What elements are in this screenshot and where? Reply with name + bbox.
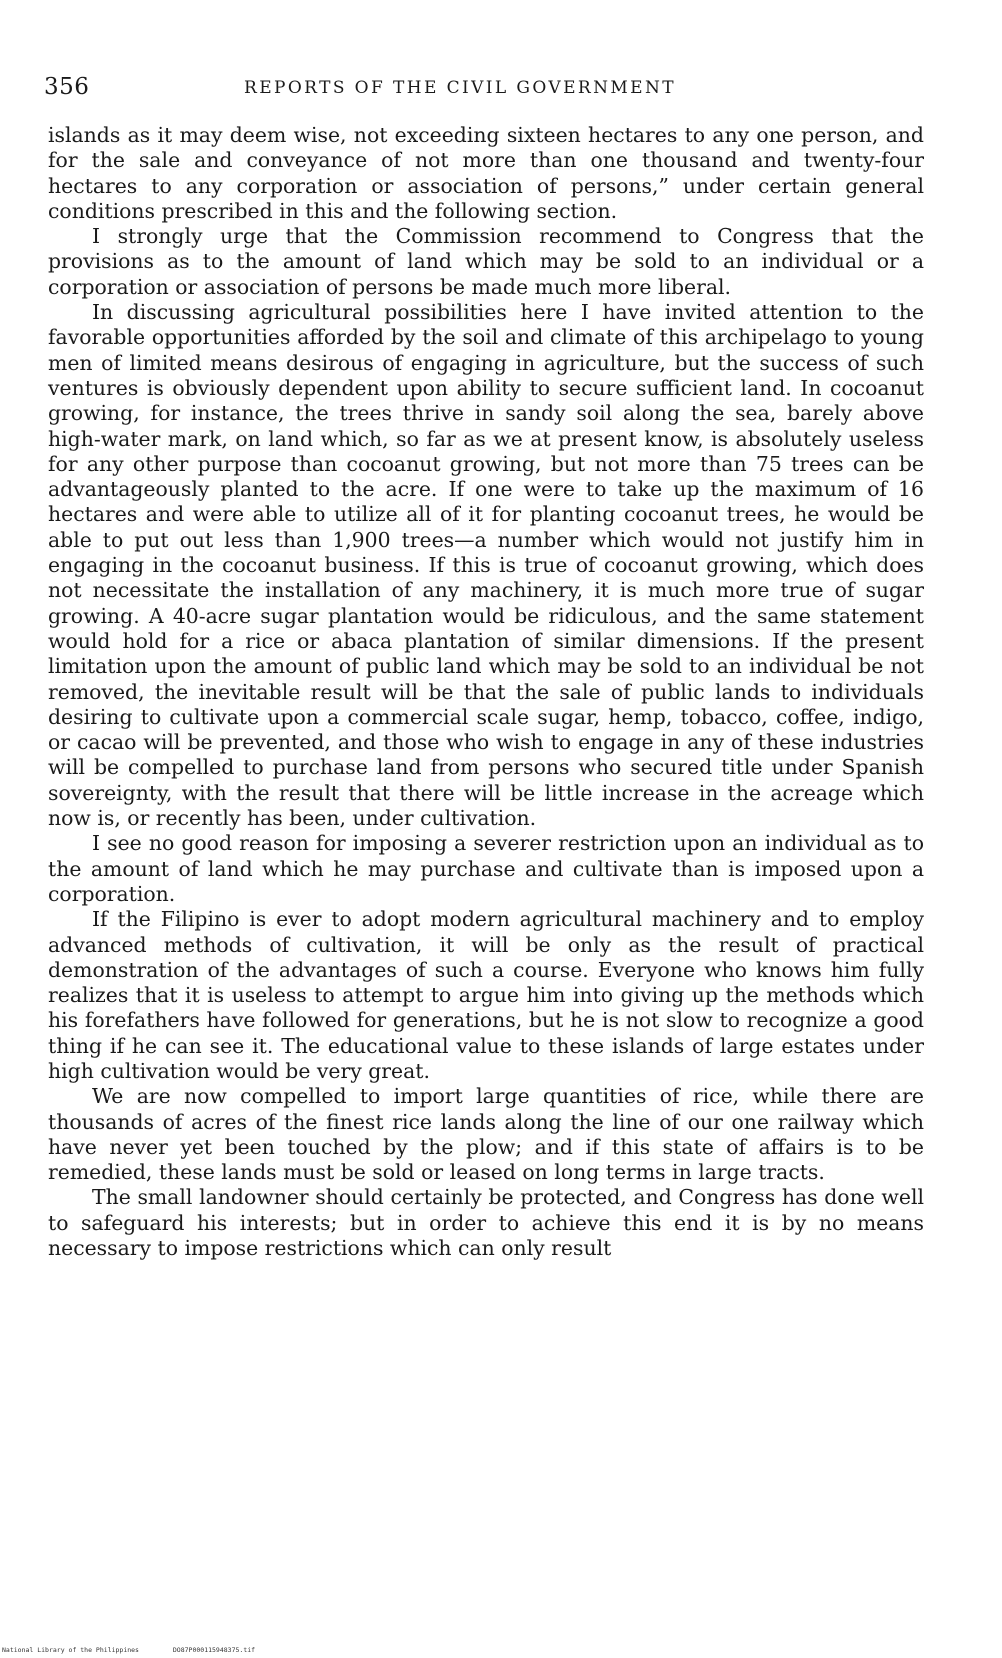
paragraph-restriction: I see no good reason for imposing a severer restriction upon an individual as to the amount of land which he may purchase and cultivate than is imposed upon a corporation. (48, 831, 924, 906)
paragraph-rice-import: We are now compelled to import large quantities of rice, while there are thousands of acres of the finest rice lands along the line of our one railway which have never yet been touched by the plow; and if this state of affairs is to be remedied, these lands must be sold or leased on long terms in large tracts. (48, 1084, 924, 1185)
page-header (44, 74, 924, 104)
paragraph-continued: islands as it may deem wise, not exceeding sixteen hectares to any one person, and for the sale and conveyance of not more than one thousand and twenty-four hectares to any corporation or association of persons,” under certain general conditions prescribed in this and the following section. (48, 123, 924, 223)
scan-footer (2, 1646, 255, 1654)
paragraph-agricultural-possibilities: In discussing agricultural possibilities here I have invited attention to the favorable opportunities afforded by the soil and climate of this archipelago to young men of limited means desirous of engaging in agriculture, but the success of such ventures is obviously dependent upon ability to secure sufficient land. In cocoanut growing, for instance, the trees thrive in sandy soil along the sea, barely above high-water mark, on land which, so far as we at present know, is absolutely useless for any other purpose than cocoanut growing, but not more than 75 trees can be advantageously planted to the acre. If one were to take up the maximum of 16 hectares and were able to utilize all of it for planting cocoanut trees, he would be able to put out less than 1,900 trees—a number which would not justify him in engaging in the cocoanut business. If this is true of cocoanut growing, which does not necessitate the installation of any machinery, it is much more true of sugar growing. A 40-acre sugar plantation would be ridiculous, and the same statement would hold for a rice or abaca plantation of similar dimensions. If the present limitation upon the amount of public land which may be sold to an individual be not removed, the inevitable result will be that the sale of public lands to individuals desiring to cultivate upon a commercial scale sugar, hemp, tobacco, coffee, indigo, or cacao will be prevented, and those who wish to engage in any of these industries will be compelled to purchase land from persons who secured title under Spanish sovereignty, with the result that there will be little increase in the acreage which now is, or recently has been, under cultivation. (48, 300, 924, 831)
paragraph-recommendation: I strongly urge that the Commission recommend to Congress that the provisions as to the amount of land which may be sold to an individual or a corporation or association of persons be made much more liberal. (48, 224, 924, 299)
footer-library: National Library of the Philippines (2, 1646, 139, 1654)
footer-file-id: DO87P000115948375.tif (172, 1646, 256, 1654)
page-number: 356 (44, 74, 90, 100)
paragraph-small-landowner: The small landowner should certainly be protected, and Congress has done well to safeguard his interests; but in order to achieve this end it is by no means necessary to impose restrictions which can only result (48, 1185, 924, 1261)
body-text (48, 123, 924, 1261)
running-head: REPORTS OF THE CIVIL GOVERNMENT (244, 78, 677, 98)
paragraph-filipino-machinery: If the Filipino is ever to adopt modern agricultural machinery and to employ advanced methods of cultivation, it will be only as the result of practical demonstration of the advantages of such a course. Everyone who knows him fully realizes that it is useless to attempt to argue him into giving up the methods which his forefathers have followed for generations, but he is not slow to recognize a good thing if he can see it. The educational value to these islands of large estates under high cultivation would be very great. (48, 907, 924, 1083)
